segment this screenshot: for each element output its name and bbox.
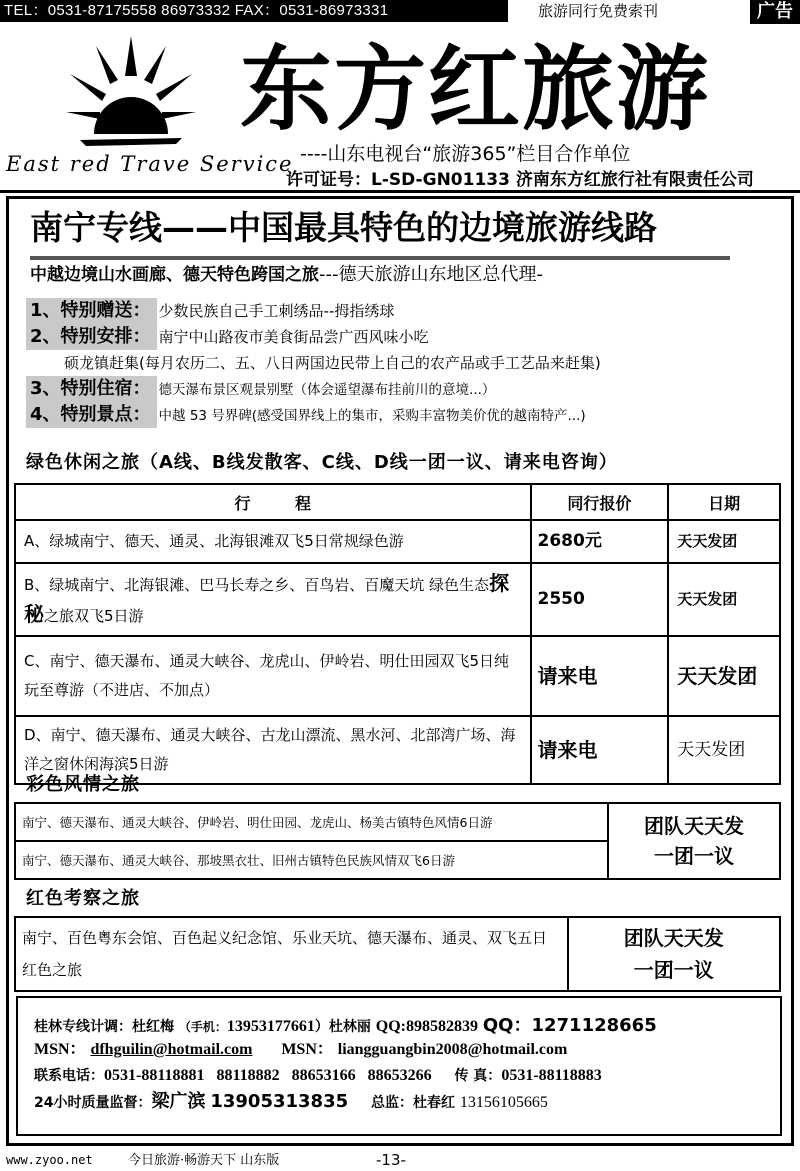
msn-label: MSN： [34,1041,86,1058]
partner-line: ----山东电视台“旅游365”栏目合作单位 [300,143,631,165]
itinerary-emphasis: 探秘 [24,570,510,626]
quality-phone: 13905313835 [210,1091,349,1112]
table-row [15,563,780,636]
director-phone: 13156105665 [459,1094,548,1111]
header-divider [0,190,800,193]
price-cell: 2680元 [531,520,669,563]
ad-badge: 广告 [750,0,800,24]
special-features [26,298,786,428]
planner-line [34,1014,657,1039]
note-line: 一团一议 [633,958,714,982]
qq-label: QQ: [375,1018,406,1035]
special-desc: 中越 53 号界碑(感受国界线上的集市，采购丰富物美价优的越南特产...) [158,408,586,424]
group-note-cell [608,803,780,879]
msn-address[interactable]: dfhguilin@hotmail.com [90,1041,253,1058]
table-row [15,636,780,716]
special-item [26,376,786,402]
footer [0,1150,800,1171]
slogan: 今日旅游·畅游天下 山东版 [128,1153,280,1168]
headline-underline [30,256,730,260]
special-tag: 4、特别景点： [26,402,157,428]
phone-line [34,1064,602,1088]
special-desc: 南宁中山路夜市美食街品尝广西风味小吃 [158,328,429,346]
phone-label: 联系电话： [34,1068,104,1084]
special-desc: 德天瀑布景区观景别墅（体会遥望瀑布挂前川的意境...） [158,382,496,398]
table-row [15,803,780,841]
free-catalog-label: 旅游同行免费索刊 [538,2,659,20]
date-cell: 天天发团 [668,716,780,784]
director-label: 总监： [371,1095,414,1111]
special-item [26,324,786,350]
contact-box [16,996,782,1136]
special-desc: 少数民族自己手工刺绣品--拇指绣球 [158,302,395,320]
date-header: 日期 [668,484,780,520]
red-tour-table [14,916,781,992]
page-number: -13- [376,1151,406,1169]
subline [30,262,543,288]
itinerary-cell: 南宁、德天瀑布、通灵大峡谷、伊岭岩、明仕田园、龙虎山、杨美古镇特色风情6日游 [15,803,608,841]
itinerary-cell: 南宁、百色粤东会馆、百色起义纪念馆、乐业天坑、德天瀑布、通灵、双飞五日红色之旅 [15,917,568,991]
quality-label: 24小时质量监督： [34,1095,152,1111]
itinerary-text: B、绿城南宁、北海银滩、巴马长寿之乡、百鸟岩、百魔天坑 绿色生态 [24,575,490,594]
license-line: 许可证号：L-SD-GN01133 济南东方红旅行社有限责任公司 [286,170,754,190]
date-cell: 天天发团 [668,636,780,716]
quality-name: 梁广滨 [151,1091,206,1112]
special-tag: 2、特别安排： [26,324,157,350]
header [0,24,800,192]
note-line: 一团一议 [654,844,735,868]
msn-address[interactable]: liangguangbin2008@hotmail.com [337,1041,568,1058]
itinerary-cell: D、南宁、德天瀑布、通灵大峡谷、古龙山漂流、黑水河、北部湾广场、海洋之窗休闲海滨5日游 [15,716,531,784]
special-desc: 硕龙镇赶集(每月农历二、五、八日两国边民带上自己的农产品或手工艺品来赶集) [64,354,601,372]
date-cell: 天天发团 [668,520,780,563]
subline-agent: ---德天旅游山东地区总代理- [319,264,543,285]
note-line: 团队天天发 [644,814,745,838]
green-tour-table [14,483,781,785]
planner-name: 杜林丽 [328,1019,371,1035]
headline: 南宁专线——中国最具特色的边境旅游线路 [30,208,657,247]
mobile-number: 13953177661 [226,1018,315,1035]
sun-icon [66,34,196,154]
mobile-close: ） [314,1019,329,1035]
top-strip [0,0,800,24]
qq-number: 1271128665 [531,1015,657,1036]
table-header-row [15,484,780,520]
contact-numbers: TEL：0531-87175558 86973332 FAX：0531-86973331 [0,0,508,22]
special-item [26,298,786,324]
msn-label: MSN： [281,1041,333,1058]
itinerary-text: 之旅双飞5日游 [44,606,144,625]
price-cell: 请来电 [531,716,669,784]
fax-label: 传 真： [454,1068,502,1084]
red-section-title: 红色考察之旅 [26,888,140,909]
table-row [15,917,780,991]
special-tag: 3、特别住宿： [26,376,157,402]
planner-label: 桂林专线计调： [34,1019,132,1035]
price-cell: 2550 [531,563,669,636]
green-section-title: 绿色休闲之旅（A线、B线发散客、C线、D线一团一议、请来电咨询） [26,452,618,473]
color-section-title: 彩色风情之旅 [26,774,140,795]
itinerary-cell: C、南宁、德天瀑布、通灵大峡谷、龙虎山、伊岭岩、明仕田园双飞5日纯玩至尊游（不进店、不加点） [15,636,531,716]
itinerary-cell [15,563,531,636]
director-name: 杜春红 [413,1095,456,1111]
qq-label: QQ： [482,1015,532,1036]
itinerary-cell: 南宁、德天瀑布、通灵大峡谷、那坡黑衣壮、旧州古镇特色民族风情双飞6日游 [15,841,608,879]
planner-name: 杜红梅 [132,1019,174,1035]
qq-number: 898582839 [405,1018,478,1035]
fax-number: 0531-88118883 [501,1067,602,1084]
supervision-line [34,1090,548,1115]
english-name: East red Trave Service [6,152,294,176]
date-cell: 天天发团 [668,563,780,636]
special-item [26,402,786,428]
color-tour-table [14,802,781,880]
group-note-cell [568,917,780,991]
special-item [26,350,786,376]
itinerary-cell: A、绿城南宁、德天、通灵、北海银滩双飞5日常规绿色游 [15,520,531,563]
itinerary-header: 行 程 [15,484,531,520]
price-cell: 请来电 [531,636,669,716]
mobile-label: （手机： [178,1020,227,1034]
subline-main: 中越边境山水画廊、德天特色跨国之旅 [30,265,319,285]
note-line: 团队天天发 [623,926,724,950]
brand-name: 东方红旅游 [240,36,711,143]
special-tag: 1、特别赠送： [26,298,157,324]
website[interactable]: www.zyoo.net [6,1153,93,1167]
phone-numbers: 0531-88118881 88118882 88653166 88653266 [104,1067,432,1084]
msn-line [34,1038,567,1062]
price-header: 同行报价 [531,484,669,520]
table-row [15,520,780,563]
